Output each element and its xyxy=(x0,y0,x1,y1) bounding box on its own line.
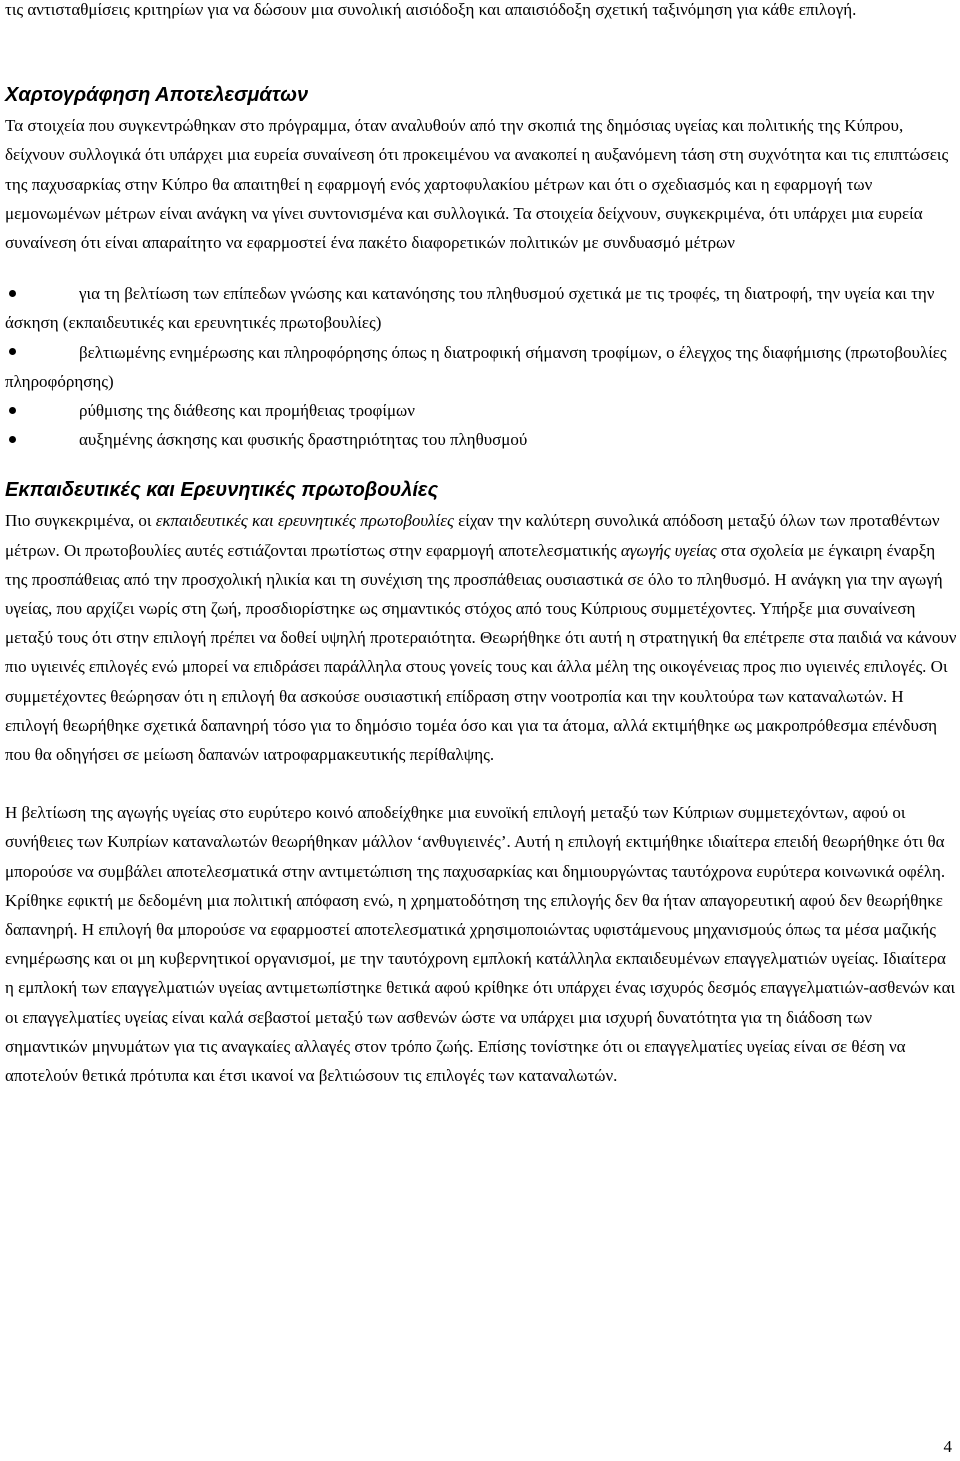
list-item-text: βελτιωμένης ενημέρωσης και πληροφόρησης όπως η διατροφική σήμανση τροφίμων, ο έλεγχος της διαφήμισης (πρωτοβουλίες πληροφόρησης) xyxy=(5,342,947,391)
section-heading-results-mapping: Χαρτογράφηση Αποτελεσμάτων xyxy=(5,84,309,107)
emphasis-text: εκπαιδευτικές και ερευνητικές πρωτοβουλίες xyxy=(155,511,454,531)
list-item xyxy=(5,338,957,396)
paragraph-text: είχαν την καλύτερη συνολικά απόδοση μεταξύ όλων των προταθέντων μέτρων. Οι πρωτοβουλίες αυτές εστιάζονται πρωτίστως στην εφαρμογή αποτελεσματικής xyxy=(5,511,940,560)
section-heading-educational-initiatives: Εκπαιδευτικές και Ερευνητικές πρωτοβουλίες xyxy=(5,479,439,502)
bullet-icon xyxy=(5,279,79,308)
health-education-paragraph: Η βελτίωση της αγωγής υγείας στο ευρύτερο κοινό αποδείχθηκε μια ευνοϊκή επιλογή μεταξύ των Κύπριων συμμετεχόντων, αφού οι συνήθειες των Κυπρίων καταναλωτών θεωρήθηκαν μάλλον ‘ανθυγιεινές’. Αυτή η επιλογή εκτιμήθηκε ιδιαίτερα επειδή θεωρήθηκε ότι θα μπορούσε να συμβάλει αποτελεσματικά στην αντιμετώπιση της παχυσαρκίας και δημιουργώντας ταυτόχρονα ευρύτερα κοινωνικά οφέλη. Κρίθηκε εφικτή με δεδομένη μια πολιτική απόφαση ενώ, η χρηματοδότηση της επιλογής δεν θα ήταν απαγορευτική αφού δεν θεωρήθηκε δαπανηρή. Η επιλογή θα μπορούσε να εφαρμοστεί αποτελεσματικά χρησιμοποιώντας υφιστάμενους μηχανισμούς όπως τα μέσα μαζικής ενημέρωσης και οι μη κυβερνητικοί οργανισμοί, με την ταυτόχρονη εμπλοκή κατάλληλα εκπαιδευμένων επαγγελματιών υγείας. Ιδιαίτερα η εμπλοκή των επαγγελματιών υγείας αντιμετωπίστηκε θετικά αφού κρίθηκε ότι υπάρχει ένας ισχυρός δεσμός επαγγελματιών-ασθενών και οι επαγγελματίες υγείας είναι καλά σεβαστοί μεταξύ των ασθενών ώστε να υπάρχει μια ισχυρή δυνατότητα για τη διάδοση των σημαντικών μηνυμάτων για τις αναγκαίες αλλαγές στον τρόπο ζωής. Επίσης τονίστηκε ότι οι επαγγελματίες υγείας είναι σε θέση να αποτελούν θετικά πρότυπα και έτσι ικανοί να βελτιώσουν τις επιλογές των καταναλωτών. xyxy=(5,803,956,1086)
bullet-icon xyxy=(5,396,79,425)
list-item-text: για τη βελτίωση των επίπεδων γνώσης και κατανόησης του πληθυσμού σχετικά με τις τροφές, τη διατροφή, την υγεία και την άσκηση (εκπαιδευτικές και ερευνητικές πρωτοβουλίες) xyxy=(5,284,935,333)
educational-initiatives-paragraph xyxy=(5,506,957,769)
paragraph-text: στα σχολεία με έγκαιρη έναρξη της προσπάθειας από την προσχολική ηλικία και τη συνέχιση της προσπάθειας ουσιαστικά σε όλο το πληθυσμό. Η ανάγκη για την αγωγή υγείας, που αρχίζει νωρίς στη ζωή, προσδιορίστηκε ως σημαντικός στόχος από τους Κύπριους συμμετέχοντες. Υπήρξε μια συναίνεση μεταξύ τους ότι στην επιλογή πρέπει να δοθεί υψηλή προτεραιότητα. Θεωρήθηκε ότι αυτή η στρατηγική θα επέτρεπε στα παιδιά να κάνουν πιο υγιεινές επιλογές ενώ μπορεί να επιδράσει παράλληλα στους γονείς τους και άλλα μέλη της οικογένειας προς πιο υγιεινές επιλογές. Οι συμμετέχοντες θεώρησαν ότι η επιλογή θα ασκούσε ουσιαστική επίδραση στην νοοτροπία και την κουλτούρα των καταναλωτών. Η επιλογή θεωρήθηκε σχετικά δαπανηρή τόσο για το δημόσιο τομέα όσο και για τα άτομα, αλλά εκτιμήθηκε ως μακροπρόθεσμα επένδυση που θα οδηγήσει σε μείωση δαπανών ιατροφαρμακευτικής περίθαλψης. xyxy=(5,540,957,765)
document-page xyxy=(5,0,957,1090)
list-item xyxy=(5,279,957,337)
measures-bullet-list xyxy=(5,279,957,454)
list-item xyxy=(5,396,957,425)
list-item xyxy=(5,425,957,454)
emphasis-text: αγωγής υγείας xyxy=(620,540,717,560)
intro-paragraph: τις αντισταθμίσεις κριτηρίων για να δώσουν μια συνολική αισιόδοξη και απαισιόδοξη σχετική ταξινόμηση για κάθε επιλογή. xyxy=(5,0,857,19)
bullet-icon xyxy=(5,425,79,454)
results-paragraph: Τα στοιχεία που συγκεντρώθηκαν στο πρόγραμμα, όταν αναλυθούν από την σκοπιά της δημόσιας υγείας και πολιτικής της Κύπρου, δείχνουν συλλογικά ότι υπάρχει μια ευρεία συναίνεση ότι προκειμένου να ανακοπεί η αυξανόμενη τάση στη συχνότητα και τις επιπτώσεις της παχυσαρκίας στην Κύπρο θα απαιτηθεί η εφαρμογή ενός χαρτοφυλακίου μέτρων και ότι ο σχεδιασμός και η εφαρμογή των μεμονωμένων μέτρων είναι ανάγκη να γίνει συντονισμένα και συλλογικά. Τα στοιχεία δείχνουν, συγκεκριμένα, ότι υπάρχει μια ευρεία συναίνεση ότι είναι απαραίτητο να εφαρμοστεί ένα πακέτο διαφορετικών πολιτικών με συνδυασμό μέτρων xyxy=(5,116,949,253)
list-item-text: ρύθμισης της διάθεσης και προμήθειας τροφίμων xyxy=(79,401,415,421)
list-item-text: αυξημένης άσκησης και φυσικής δραστηριότητας του πληθυσμού xyxy=(79,430,528,450)
page-number: 4 xyxy=(943,1437,952,1456)
bullet-icon xyxy=(5,338,79,367)
paragraph-text: Πιο συγκεκριμένα, οι xyxy=(5,511,156,531)
